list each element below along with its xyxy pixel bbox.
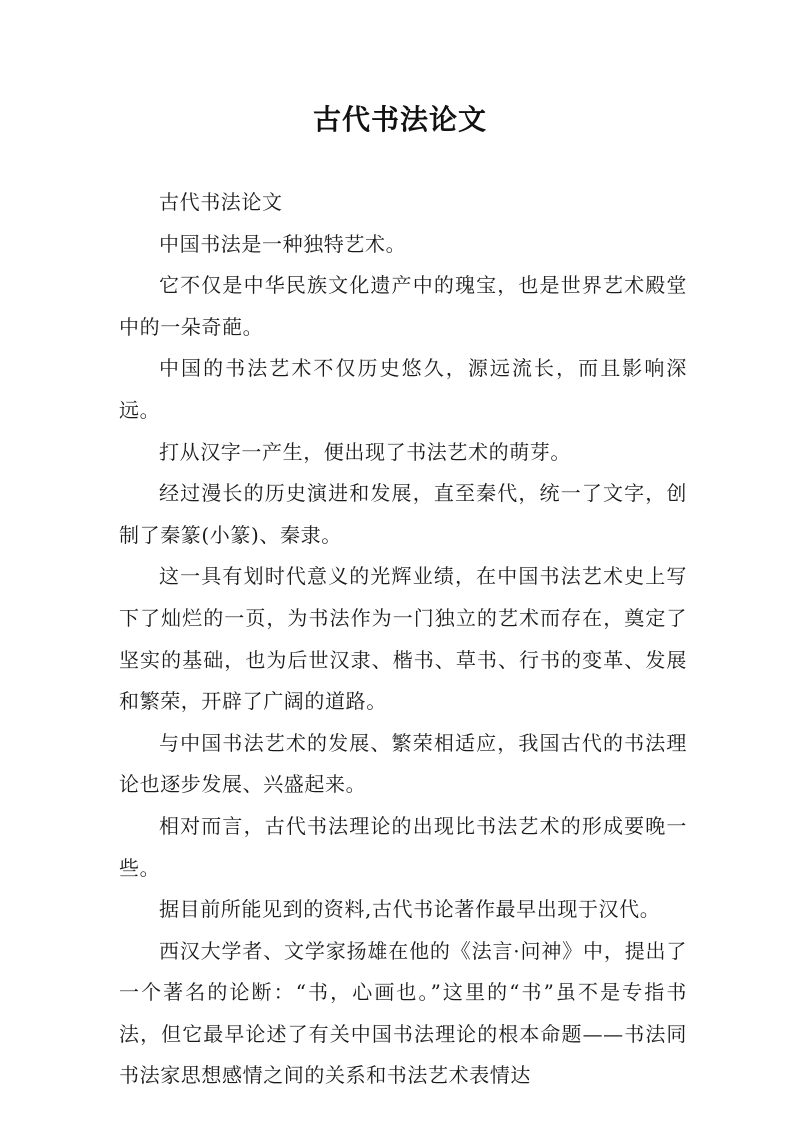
paragraph: 相对而言，古代书法理论的出现比书法艺术的形成要晚一些。 [119,813,687,880]
paragraph: 打从汉字一产生，便出现了书法艺术的萌芽。 [159,439,571,464]
paragraph: 西汉大学者、文学家扬雄在他的《法言·问神》中，提出了一个著名的论断：“书，心画也。”这里的“书”虽不是专指书法，但它最早论述了有关中国书法理论的根本命题——书法同书法家思想感情之间的关系和书法艺术表情达 [119,938,687,1088]
paragraph: 它不仅是中华民族文化遗产中的瑰宝，也是世界艺术殿堂中的一朵奇葩。 [119,273,687,339]
paragraph: 古代书法论文 [159,190,283,214]
document-body [119,182,687,1097]
paragraph: 中国书法是一种独特艺术。 [159,231,407,256]
paragraph: 据目前所能见到的资料,古代书论著作最早出现于汉代。 [159,897,661,922]
document-title: 古代书法论文 [312,103,487,136]
paragraph: 与中国书法艺术的发展、繁荣相适应，我国古代的书法理论也逐步发展、兴盛起来。 [119,730,687,797]
paragraph: 这一具有划时代意义的光辉业绩，在中国书法艺术史上写下了灿烂的一页，为书法作为一门独立的艺术而存在，奠定了坚实的基础，也为后世汉隶、楷书、草书、行书的变革、发展和繁荣，开辟了广阔的道路。 [119,564,687,714]
paragraph: 中国的书法艺术不仅历史悠久，源远流长，而且影响深远。 [119,356,687,422]
paragraph: 经过漫长的历史演进和发展，直至秦代，统一了文字，创制了秦篆(小篆)、秦隶。 [119,481,687,547]
